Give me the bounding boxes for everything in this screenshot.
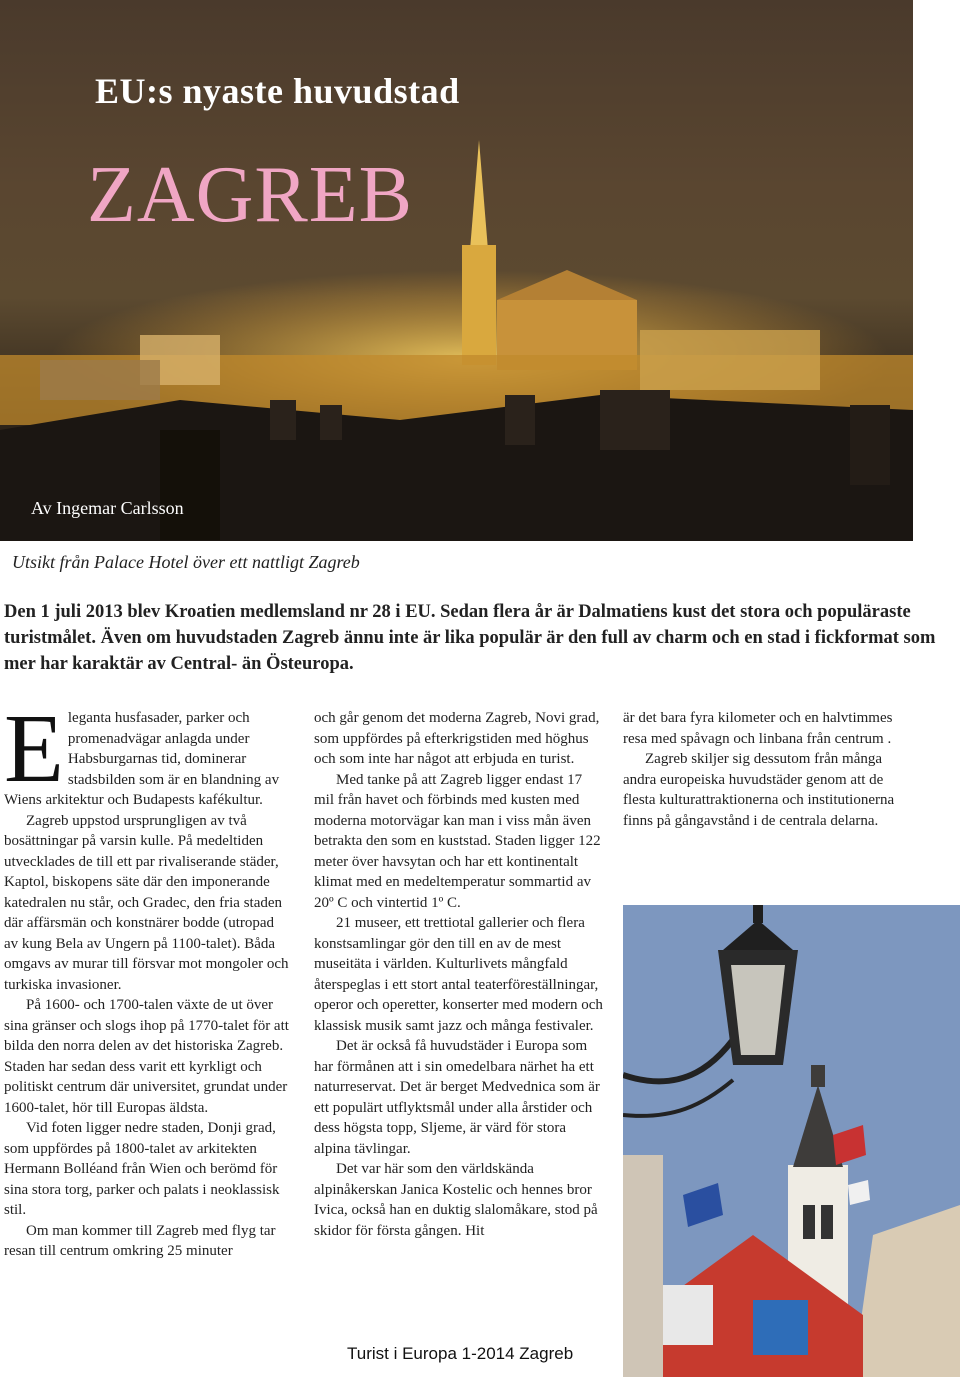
paragraph-text: leganta husfasader, parker och promenadvägar anlagda under Habsburgarnas tid, dominerar stadsbilden som är en blandning av Wiens arkitektur och Budapests kafékultur. (4, 710, 280, 808)
column-1-paragraph-1 (4, 695, 289, 811)
article-kicker: EU:s nyaste huvudstad (95, 71, 460, 111)
church-tower-and-lamp-illustration (623, 905, 960, 1377)
text-column-1 (4, 695, 289, 1262)
column-2-paragraph-3: 21 museer, ett trettiotal gallerier och flera konstsamlingar gör den till en av de mest museitäta i världen. Kulturlivets mångfald återspeglas i ett stort antal teaterföreställningar, operor och operetter, konserter med modern och klassisk musik samt jazz och många festivaler. (314, 915, 603, 1034)
column-1-paragraph-2: Zagreb uppstod ursprungligen av två bosättningar på varsin kulle. På medeltiden utvecklades de till ett par rivaliserande städer, Kaptol, biskopens säte där den imponerande katedralen nu står, och Gradec, den fria staden där affärsmän och konstnärer bodde (utropad av kung Bela av Ungern på 1100-talet). Båda omgavs av murar till försvar mot mongoler och turkiska invasioner. (4, 812, 289, 993)
column-2-paragraph-4: Det är också få huvudstäder i Europa som har förmånen att i sin omedelbara närhet ha ett naturreservat. Det är berget Medvednica som är ett populärt utflyktsmål under alla årstider och dess högsta topp, Sljeme, är värd för stora alpina tävlingar. (314, 1038, 600, 1157)
lead-paragraph: Den 1 juli 2013 blev Kroatien medlemsland nr 28 i EU. Sedan flera år är Dalmatiens kust det stora och populäraste turistmålet. Även om huvudstaden Zagreb ännu inte är lika populär är den full av charm och en stad i fickformat som mer har karaktär av Central- än Östeuropa. (4, 602, 936, 674)
column-3-paragraph-2: Zagreb skiljer sig dessutom från många andra europeiska huvudstäder genom att de flesta kulturattraktionerna och institutionerna finns på gångavstånd i de centrala delarna. (623, 751, 895, 829)
column-3-paragraph-1: är det bara fyra kilometer och en halvtimmes resa med spåvagn och linbana från centrum . (623, 710, 893, 747)
drop-cap: E (4, 695, 64, 803)
column-2-paragraph-5: Det var här som den världskända alpinåkerskan Janica Kostelic och hennes bror Ivica, också han en duktig slalomåkare, stod på skidor för första gången. Hit (314, 1161, 598, 1239)
photo-caption: Utsikt från Palace Hotel över ett nattligt Zagreb (12, 552, 360, 572)
column-2-paragraph-1: och går genom det moderna Zagreb, Novi grad, som uppfördes på efterkrigstiden med höghus och som inte har något att erbjuda en turist. (314, 710, 600, 767)
article-title: ZAGREB (87, 151, 413, 239)
text-column-3 (623, 708, 913, 831)
page-footer: Turist i Europa 1-2014 Zagreb (347, 1344, 574, 1363)
column-1-paragraph-5: Om man kommer till Zagreb med flyg tar resan till centrum omkring 25 minuter (4, 1222, 276, 1259)
column-1-paragraph-3: På 1600- och 1700-talen växte de ut över sina gränser och slogs ihop på 1770-talet för att bilda den norra delen av det historiska Zagreb. Staden har sedan dess varit ett kyrkligt och politiskt centrum där universitet, grundat under 1600-talet, hör till Europas äldsta. (4, 997, 289, 1116)
text-column-2 (314, 708, 604, 1241)
column-1-paragraph-4: Vid foten ligger nedre staden, Donji grad, som uppfördes på 1800-talet av arkitekten Hermann Bolléand från Wien och berömd för sina stora torg, parker och palats i neoklassisk stil. (4, 1120, 280, 1218)
byline: Av Ingemar Carlsson (31, 498, 184, 518)
hero-photo (0, 0, 913, 541)
column-2-paragraph-2: Med tanke på att Zagreb ligger endast 17 mil från havet och förbinds med kusten med moderna motorvägar kan man i viss mån även betrakta den som en kuststad. Staden ligger 122 meter över havsytan och har ett kontinentalt klimat med en medeltemperatur sommartid av 20º C och vintertid 1º C. (314, 771, 601, 911)
church-lamp-photo (623, 905, 960, 1377)
